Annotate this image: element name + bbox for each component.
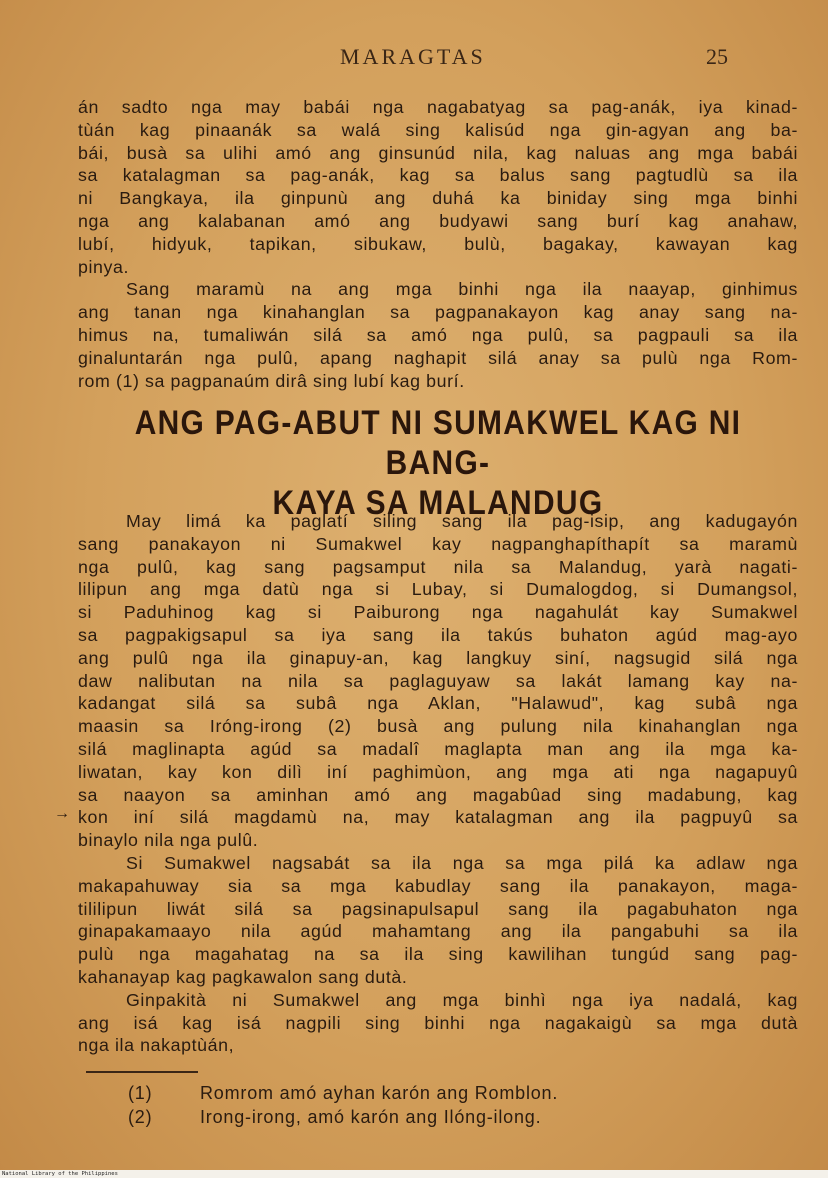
text-line: nga pulû, kag sang pagsamput nila sa Malandug, yarà nagati- (78, 556, 798, 577)
text-line: Si Sumakwel nagsabát sa ila nga sa mga pilá ka adlaw nga (126, 852, 798, 873)
text-line: ni Bangkaya, ila ginpunù ang duhá ka biniday sing mga binhi (78, 188, 798, 209)
text-line: kon iní silá magdamù na, may katalagman ang ila pagpuyû sa (78, 807, 798, 828)
text-line: tùán kag pinaanák sa walá sing kalisúd nga gin-agyan ang ba- (78, 119, 798, 140)
text-line: silá maglinapta agúd sa madalî maglapta man ang ila mga ka- (78, 738, 798, 759)
page-number: 25 (706, 44, 728, 69)
paragraph-block-2 (78, 510, 798, 1057)
text-line: án sadto nga may babái nga nagabatyag sa pag-anák, iya kinad- (78, 97, 798, 117)
text-line: nga ila nakaptùán, (78, 1035, 235, 1056)
text-line: sang panakayon ni Sumakwel kay nagpanghapíthapít sa maramù (78, 533, 798, 554)
text-line: sa pagpakigsapul sa iya sang ila takús buhaton agúd mag-ayo (78, 624, 798, 645)
text-line: ang isá kag isá nagpili sing binhi nga nagakaigù sa mga dutà (78, 1012, 798, 1033)
text-line: lubí, hidyuk, tapikan, sibukaw, bulù, bagakay, kawayan kag (78, 233, 798, 254)
footnote-text: Irong-irong, amó karón ang Ilóng-ilong. (200, 1107, 542, 1127)
credit-strip (0, 1170, 828, 1178)
text-line: rom (1) sa pagpanaúm dirâ sing lubí kag burí. (78, 370, 465, 391)
text-line: daw nalibutan na nila sa paglaguyaw sa lakát lamang kay na- (78, 670, 798, 691)
text-line: maasin sa Iróng-irong (2) busà ang pulung nila kinahanglan nga (78, 716, 798, 737)
text-line: si Paduhinog kag si Paiburong nga nagahulát kay Sumakwel (78, 602, 798, 623)
text-line: sa naayon sa aminhan amó ang magabûad sing madabung, kag (78, 784, 798, 805)
credit-text: National Library of the Philippines (2, 1171, 118, 1177)
text-line: ginapakamaayo nila agúd mahamtang ang ila pangabuhi sa ila (78, 921, 798, 942)
text-line: lilipun ang mga datù nga si Lubay, si Dumalogdog, si Dumangsol, (78, 579, 798, 600)
text-line: himus na, tumaliwán silá sa amó nga pulû, sa pagpauli sa ila (78, 324, 798, 345)
heading-line: ANG PAG-ABUT NI SUMAKWEL KAG NI BANG- (134, 404, 742, 482)
text-line: May limá ka paglatí siling sang ila pag-isip, ang kadugayón (126, 511, 798, 531)
text-line: makapahuway sia sa mga kabudlay sang ila panakayon, maga- (78, 875, 798, 896)
page-header (0, 42, 828, 72)
text-line: Ginpakità ni Sumakwel ang mga binhì nga iya nadalá, kag (126, 989, 798, 1010)
text-line: ang pulû nga ila ginapuy-an, kag langkuy siní, nagsugid silá nga (78, 647, 798, 668)
margin-arrow-icon: → (54, 805, 70, 822)
footnote (128, 1081, 748, 1105)
footnote-number: (1) (128, 1083, 153, 1103)
text-line: pulù nga magahatag na sa ila sing kawilihan tungúd sang pag- (78, 944, 798, 965)
text-line: Sang maramù na ang mga binhi nga ila naayap, ginhimus (126, 279, 798, 300)
footnote-text: Romrom amó ayhan karón ang Romblon. (200, 1083, 559, 1103)
text-line: pinya. (78, 256, 130, 277)
heading-line: KAYA SA MALANDUG (272, 484, 604, 522)
text-line: bái, busà sa ulihi amó ang ginsunúd nila, kag naluas ang mga babái (78, 142, 798, 163)
footnotes (128, 1081, 748, 1129)
paragraph-block-1 (78, 96, 798, 392)
text-line: tililipun liwát silá sa pagsinapulsapul sang ila pagabuhaton nga (78, 898, 798, 919)
footnote (128, 1105, 748, 1129)
text-line: kahanayap kag pagkawalon sang dutà. (78, 966, 408, 987)
footnote-divider (86, 1071, 198, 1073)
running-title: MARAGTAS (340, 44, 486, 69)
text-line: ang tanan nga kinahanglan sa pagpanakayon kag anay sang na- (78, 302, 798, 323)
text-line: liwatan, kay kon dilì iní paghimùon, ang mga ati nga nagapuyû (78, 761, 798, 782)
text-line: sa katalagman sa pag-anák, kag sa balus sang pagtudlù sa ila (78, 165, 798, 186)
section-heading (121, 403, 755, 523)
text-line: binaylo nila nga pulû. (78, 830, 259, 851)
text-line: nga ang kalabanan amó ang budyawi sang burí kag anahaw, (78, 210, 798, 231)
text-line: kadangat silá sa subâ nga Aklan, "Halawud", kag subâ nga (78, 693, 798, 714)
footnote-number: (2) (128, 1107, 153, 1127)
text-line: ginaluntarán nga pulû, apang naghapit silá anay sa pulù nga Rom- (78, 347, 798, 368)
